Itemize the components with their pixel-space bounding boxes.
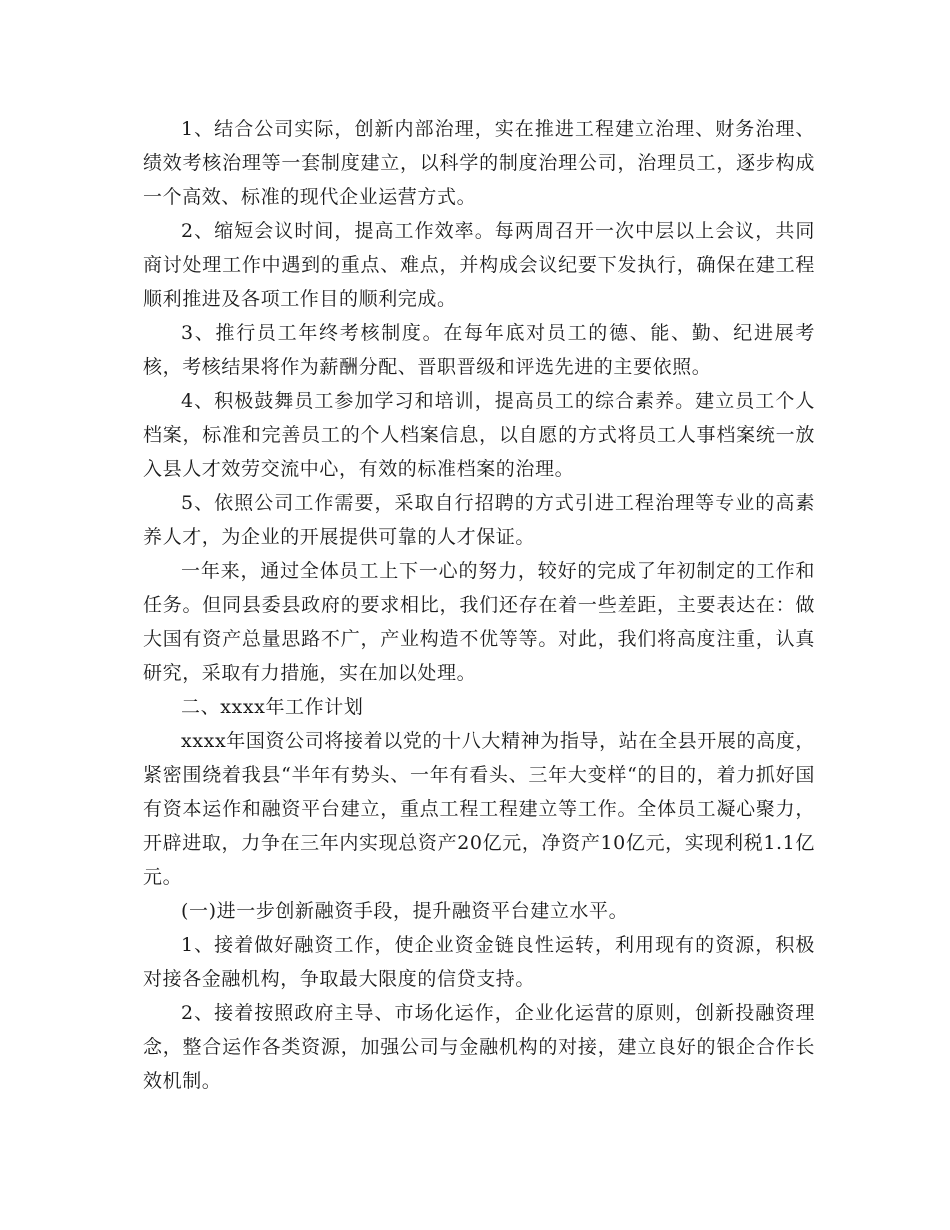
document-body	[143, 112, 815, 1098]
sub-paragraph-2: 2、接着按照政府主导、市场化运作，企业化运营的原则，创新投融资理念，整合运作各类资源，加强公司与金融机构的对接，建立良好的银企合作长效机制。	[143, 1002, 815, 1092]
plan-paragraph: xxxx年国资公司将接着以党的十八大精神为指导，站在全县开展的高度，紧密围绕着我县“半年有势头、一年有看头、三年大变样“的目的，着力抓好国有资本运作和融资平台建立，重点工程工程建立等工作。全体员工凝心聚力，开辟进取，力争在三年内实现总资产20亿元，净资产10亿元，实现利税1.1亿元。	[143, 730, 815, 888]
paragraph-item-1: 1、结合公司实际，创新内部治理，实在推进工程建立治理、财务治理、绩效考核治理等一套制度建立，以科学的制度治理公司，治理员工，逐步构成一个高效、标准的现代企业运营方式。	[143, 118, 815, 208]
paragraph-item-2: 2、缩短会议时间，提高工作效率。每两周召开一次中层以上会议，共同商讨处理工作中遇到的重点、难点，并构成会议纪要下发执行，确保在建工程顺利推进及各项工作目的顺利完成。	[143, 220, 815, 310]
sub-paragraph-1: 1、接着做好融资工作，使企业资金链良性运转，利用现有的资源，积极对接各金融机构，争取最大限度的信贷支持。	[143, 934, 815, 990]
summary-paragraph: 一年来，通过全体员工上下一心的努力，较好的完成了年初制定的工作和任务。但同县委县政府的要求相比，我们还存在着一些差距，主要表达在：做大国有资产总量思路不广，产业构造不优等等。对此，我们将高度注重，认真研究，采取有力措施，实在加以处理。	[143, 560, 815, 684]
paragraph-item-4: 4、积极鼓舞员工参加学习和培训，提高员工的综合素养。建立员工个人档案，标准和完善员工的个人档案信息，以自愿的方式将员工人事档案统一放入县人才效劳交流中心，有效的标准档案的治理。	[143, 390, 815, 480]
paragraph-item-3: 3、推行员工年终考核制度。在每年底对员工的德、能、勤、纪进展考核，考核结果将作为薪酬分配、晋职晋级和评选先进的主要依照。	[143, 322, 815, 378]
subheading: (一)进一步创新融资手段，提升融资平台建立水平。	[181, 900, 629, 922]
section-heading: 二、xxxx年工作计划	[181, 696, 364, 718]
paragraph-item-5: 5、依照公司工作需要，采取自行招聘的方式引进工程治理等专业的高素养人才，为企业的开展提供可靠的人才保证。	[143, 492, 815, 548]
